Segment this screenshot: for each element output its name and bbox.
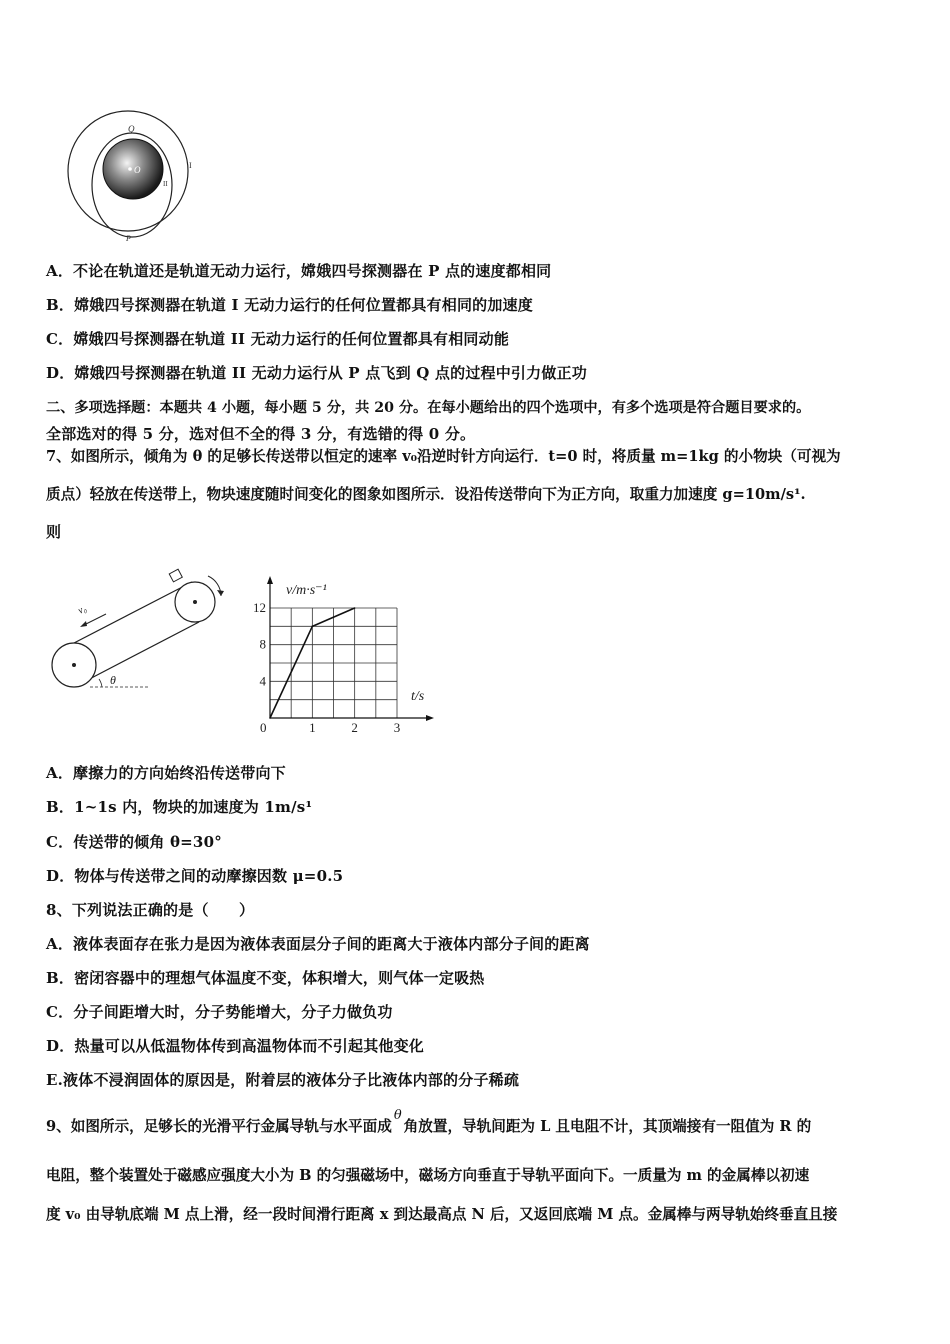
q9-theta-symbol: θ: [393, 1108, 402, 1123]
q7-option-d: D．物体与传送带之间的动摩擦因数 μ=0.5: [46, 867, 344, 885]
moon-sphere: [103, 139, 163, 199]
y-tick-label: 8: [259, 636, 266, 652]
x-tick-label: 3: [393, 720, 401, 735]
q8-option-e: E.液体不浸润固体的原因是，附着层的液体分子比液体内部的分子稀疏: [46, 1071, 520, 1089]
q7-stem-line1: 7、如图所示，倾角为 θ 的足够长传送带以恒定的速率 v₀沿逆时针方向运行．t=0 时，将质量 m=1kg 的小物块（可视为: [46, 448, 841, 465]
q8-option-a: A．液体表面存在张力是因为液体表面层分子间的距离大于液体内部分子间的距离: [46, 935, 590, 953]
label-o: O: [134, 165, 141, 175]
velocity-data-point: [269, 717, 271, 719]
x-tick-label: 1: [309, 720, 316, 735]
y-tick-label: 12: [253, 600, 266, 615]
velocity-data-point: [354, 607, 356, 609]
x-axis-label: t/s: [411, 689, 425, 704]
q9-stem-line2: 电阻，整个装置处于磁感应强度大小为 B 的匀强磁场中，磁场方向垂直于导轨平面向下。一质量为 m 的金属棒以初速: [46, 1167, 810, 1184]
x-tick-label: 2: [351, 720, 358, 735]
q7-option-b: B．1~1s 内，物块的加速度为 1m/s¹: [46, 798, 313, 816]
label-theta: θ: [110, 673, 116, 687]
origin-label: 0: [260, 720, 267, 735]
q9-stem-line3: 度 v₀ 由导轨底端 M 点上滑，经一段时间滑行距离 x 到达最高点 N 后，又返回底端 M 点。金属棒与两导轨始终垂直且接: [46, 1206, 838, 1223]
q6-option-d: D．嫦娥四号探测器在轨道 II 无动力运行从 P 点飞到 Q 点的过程中引力做正功: [46, 364, 587, 382]
q7-stem-line2: 质点）轻放在传送带上，物块速度随时间变化的图象如图所示．设沿传送带向下为正方向，取重力加速度 g=10m/s¹.: [46, 486, 806, 503]
label-v0: v₀: [76, 603, 89, 617]
y-axis-label: v/m·s⁻¹: [286, 583, 327, 598]
conveyor-belt-figure: [50, 566, 240, 696]
q6-option-b: B．嫦娥四号探测器在轨道 I 无动力运行的任何位置都具有相同的加速度: [46, 296, 533, 314]
label-q: Q: [128, 124, 135, 134]
q8-stem: 8、下列说法正确的是（ ）: [46, 901, 255, 919]
y-tick-label: 4: [259, 673, 266, 689]
velocity-data-point: [312, 626, 314, 628]
q8-option-b: B．密闭容器中的理想气体温度不变，体积增大，则气体一定吸热: [46, 969, 485, 987]
q7-option-c: C．传送带的倾角 θ=30°: [46, 833, 222, 851]
q9-stem-line1: [46, 1108, 812, 1138]
label-i: I: [189, 161, 192, 170]
q7-stem-line3: 则: [46, 523, 62, 541]
q8-option-c: C．分子间距增大时，分子势能增大，分子力做负功: [46, 1003, 393, 1021]
x-axis-arrow: [426, 715, 434, 721]
q6-option-a: A．不论在轨道还是轨道无动力运行，嫦娥四号探测器在 P 点的速度都相同: [46, 262, 552, 280]
section2-heading-line2: 全部选对的得 5 分，选对但不全的得 3 分，有选错的得 0 分。: [46, 425, 476, 443]
q8-option-d: D．热量可以从低温物体传到高温物体而不引起其他变化: [46, 1037, 425, 1055]
q6-option-c: C．嫦娥四号探测器在轨道 II 无动力运行的任何位置都具有相同动能: [46, 330, 510, 348]
label-ii: II: [163, 180, 168, 188]
label-p: P: [126, 234, 131, 243]
velocity-time-chart: [248, 572, 448, 738]
orbit-figure: [60, 108, 200, 244]
section2-heading-line1: 二、多项选择题：本题共 4 小题，每小题 5 分，共 20 分。在每小题给出的四个选项中，有多个选项是符合题目要求的。: [46, 400, 811, 416]
q9-line1-part1: 9、如图所示，足够长的光滑平行金属导轨与水平面成: [46, 1118, 392, 1135]
block: [169, 569, 182, 582]
q7-option-a: A．摩擦力的方向始终沿传送带向下: [46, 764, 286, 782]
y-axis-arrow: [267, 576, 273, 584]
q9-line1-part2: 角放置，导轨间距为 L 且电阻不计，其顶端接有一阻值为 R 的: [403, 1118, 812, 1135]
